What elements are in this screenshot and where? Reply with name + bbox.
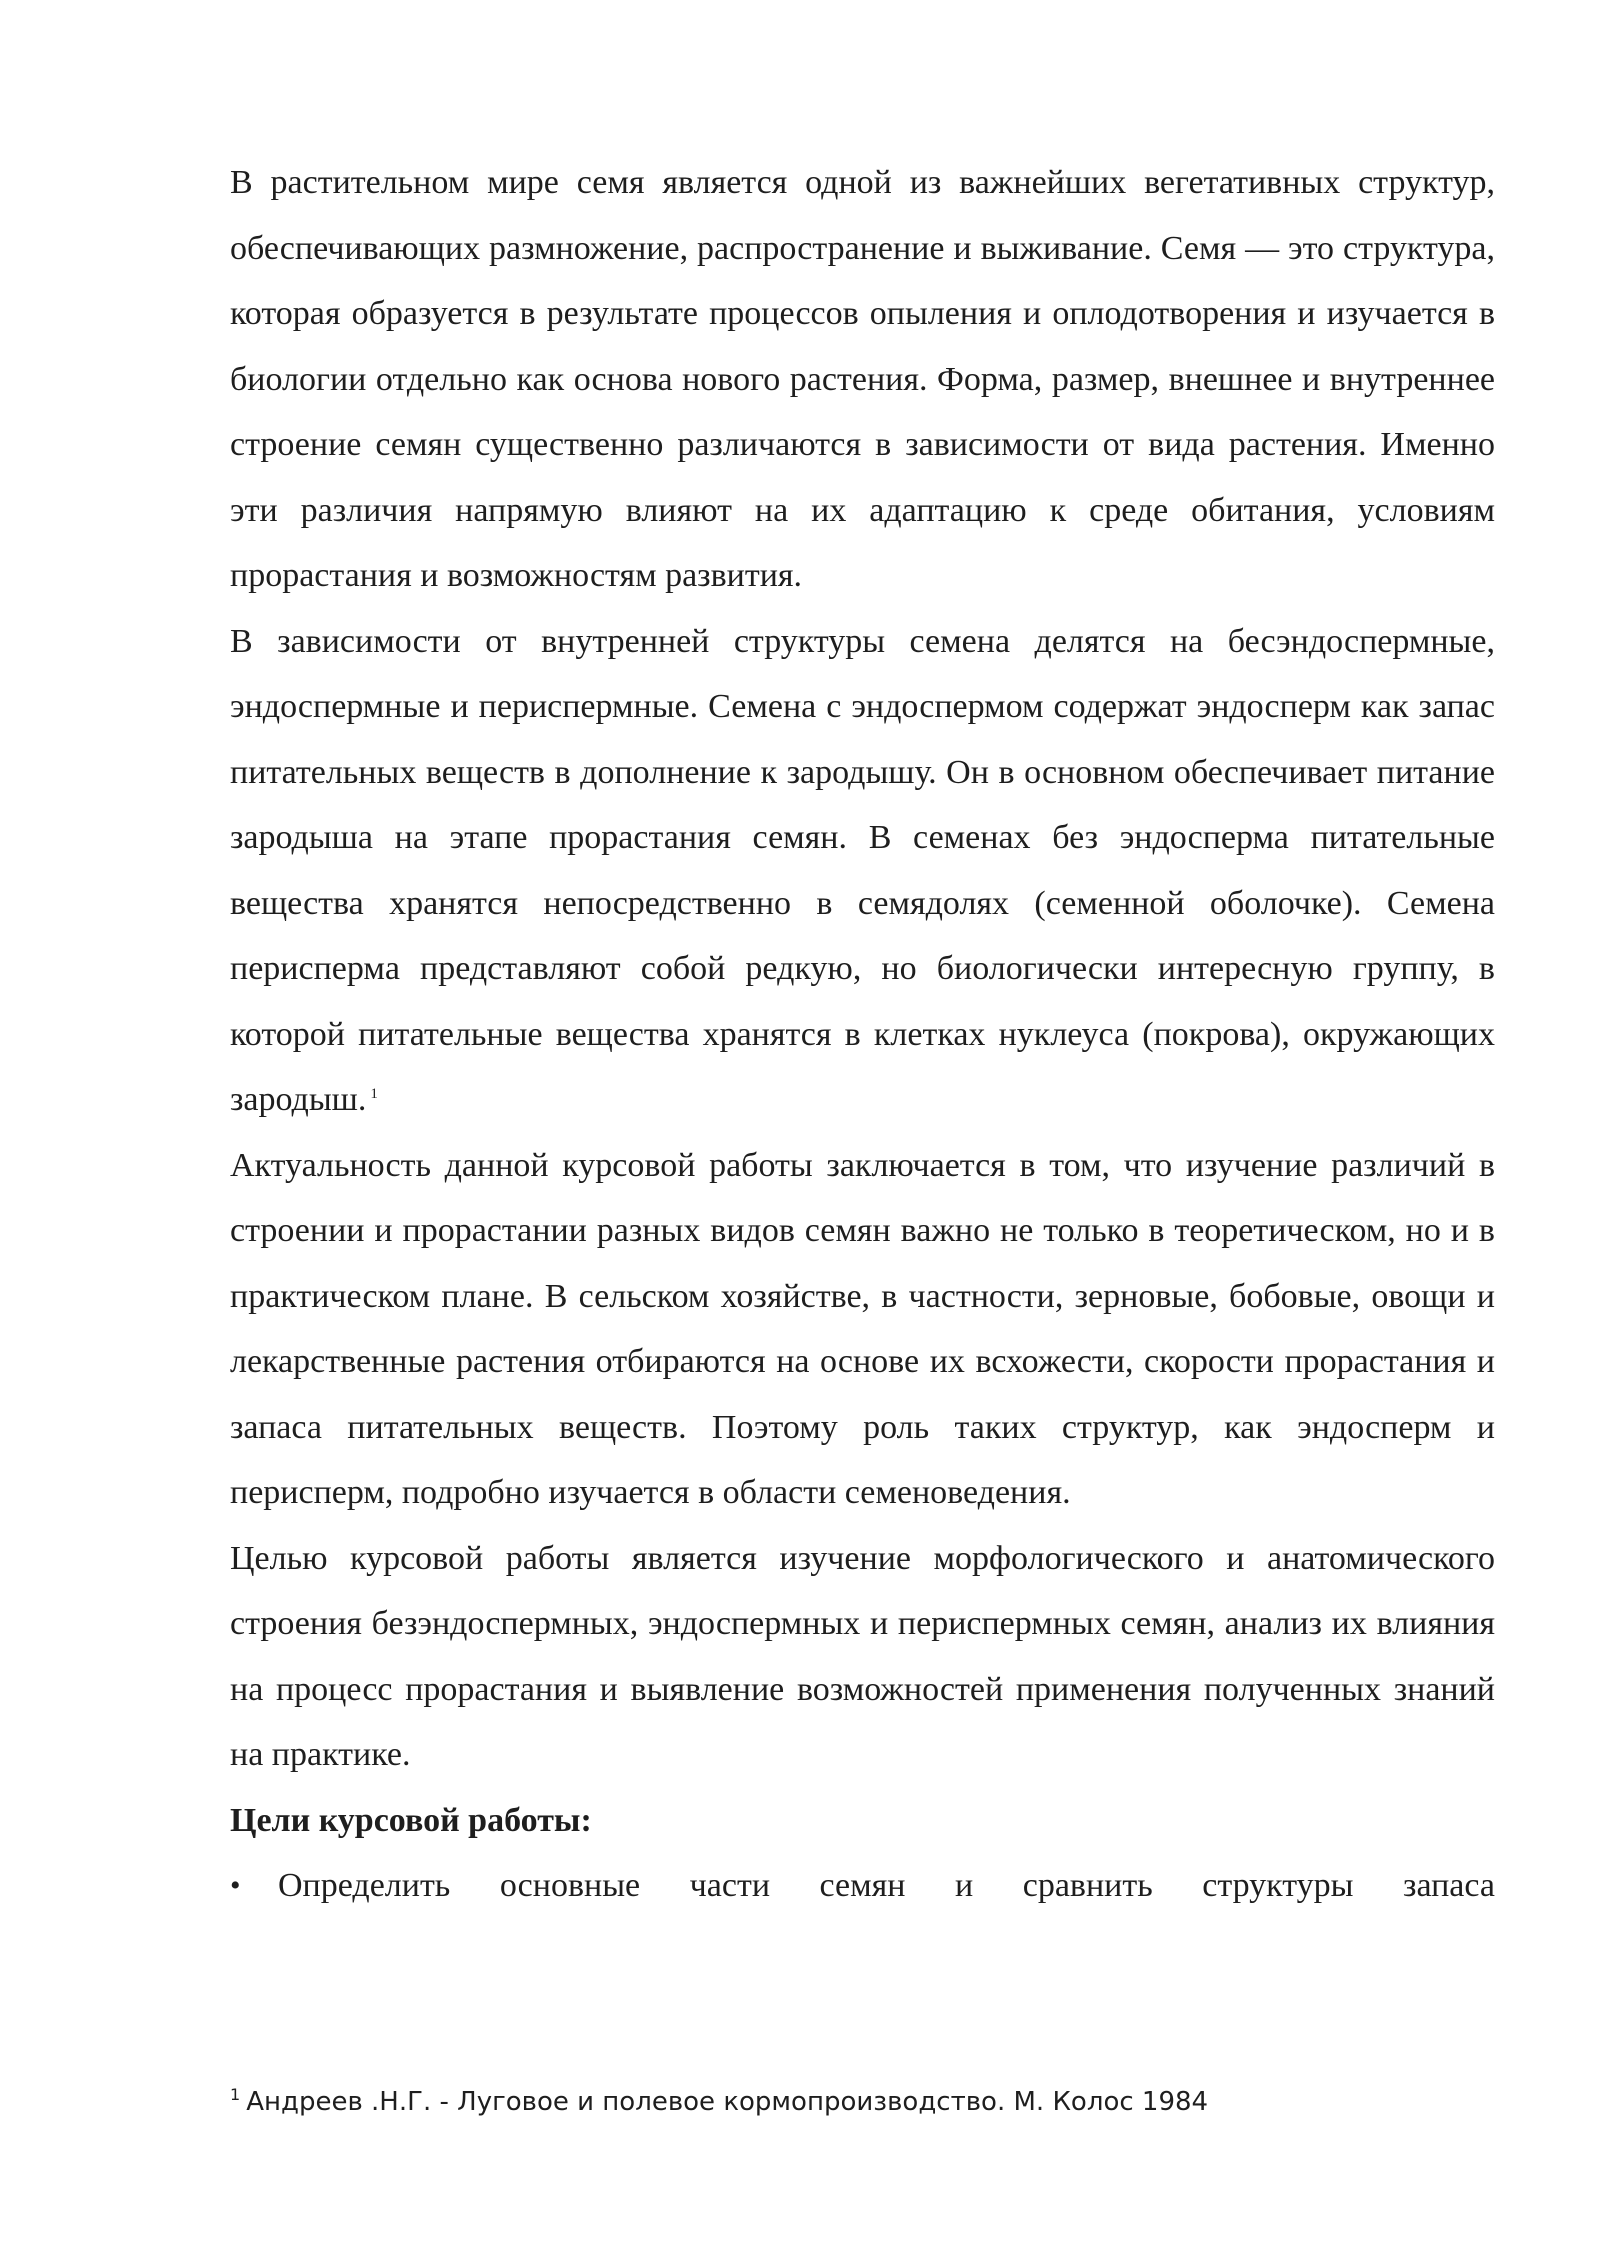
paragraph-relevance <box>230 1133 1495 1526</box>
paragraph-seed-structure <box>230 609 1495 1133</box>
list-item-text: Определить основные части семян и сравнить структуры запаса <box>278 1867 1495 1904</box>
paragraph-seed-structure-text: В зависимости от внутренней структуры семена делятся на бесэндоспермные, эндоспермные и периспермные. Семена с эндоспермом содержат эндосперм как запас питательных веществ в дополнение к зародышу. Он в основном обеспечивает питание зародыша на этапе прорастания семян. В семенах без эндосперма питательные вещества хранятся непосредственно в семядолях (семенной оболочке). Семена периспермa представляют собой редкую, но биологически интересную группу, в которой питательные вещества хранятся в клетках нуклеуса (покрова), окружающих зародыш. <box>230 622 1495 1118</box>
list-item <box>230 1853 1495 1919</box>
document-body <box>230 150 1495 1919</box>
footnote-text: Андреев .Н.Г. - Луговое и полевое кормопроизводство. М. Колос 1984 <box>246 2087 1209 2117</box>
footnote <box>230 2085 1208 2119</box>
paragraph-goal <box>230 1526 1495 1788</box>
goals-list <box>230 1853 1495 1919</box>
bullet-icon: • <box>230 1869 241 1902</box>
footnote-marker: 1 <box>230 2085 241 2105</box>
paragraph-relevance-text: Актуальность данной курсовой работы заключается в том, что изучение различий в строении и прорастании разных видов семян важно не только в теоретическом, но и в практическом плане. В сельском хозяйстве, в частности, зерновые, бобовые, овощи и лекарственные растения отбираются на основе их всхожести, скорости прорастания и запаса питательных веществ. Поэтому роль таких структур, как эндосперм и перисперм, подробно изучается в области семеноведения. <box>230 1146 1495 1511</box>
paragraph-intro <box>230 150 1495 609</box>
paragraph-goal-text: Целью курсовой работы является изучение морфологического и анатомического строения безэндоспермных, эндоспермных и периспермных семян, анализ их влияния на процесс прорастания и выявление возможностей применения полученных знаний на практике. <box>230 1539 1495 1773</box>
paragraph-intro-text: В растительном мире семя является одной из важнейших вегетативных структур, обеспечивающих размножение, распространение и выживание. Семя — это структура, которая образуется в результате процессов опыления и оплодотворения и изучается в биологии отдельно как основа нового растения. Форма, размер, внешнее и внутреннее строение семян существенно различаются в зависимости от вида растения. Именно эти различия напрямую влияют на их адаптацию к среде обитания, условиям прорастания и возможностям развития. <box>230 164 1495 594</box>
footnote-reference[interactable]: 1 <box>370 1085 378 1102</box>
section-heading-goals: Цели курсовой работы: <box>230 1801 592 1839</box>
